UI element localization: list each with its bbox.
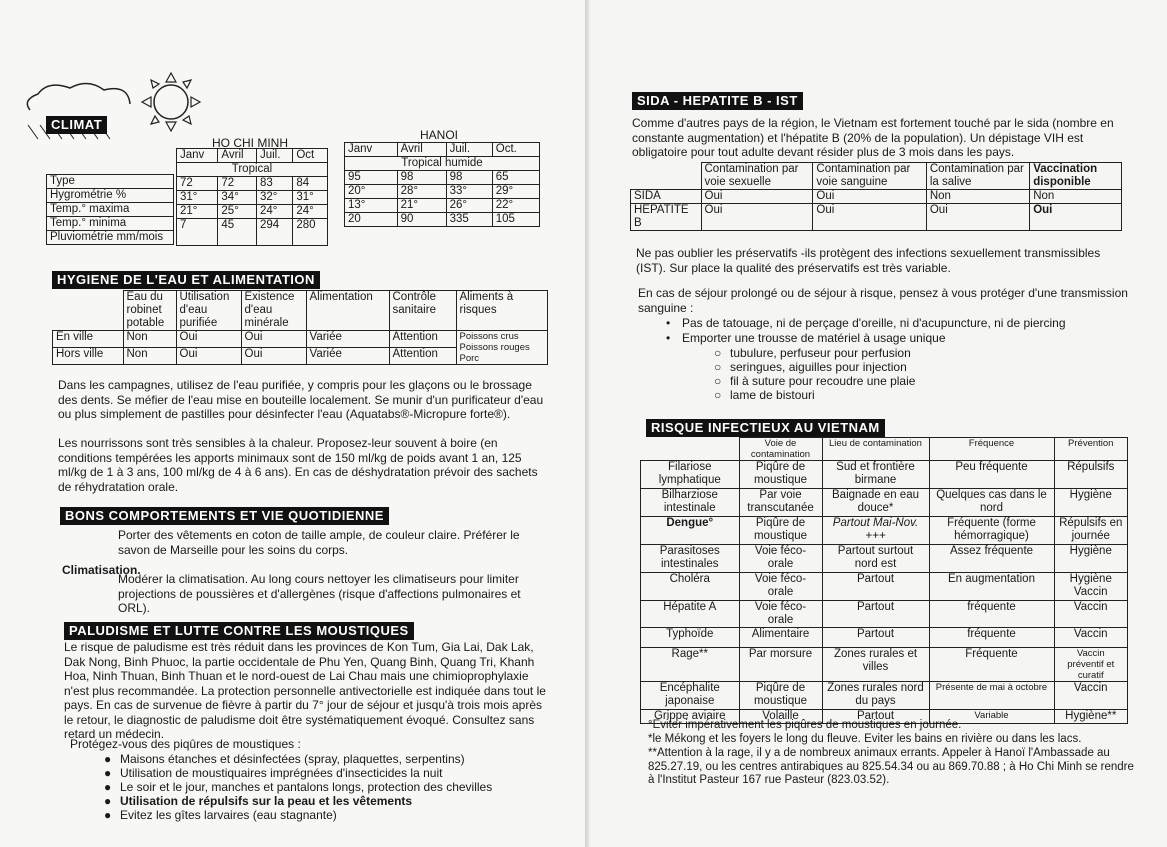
risque-note: **Attention à la rage, il y a de nombreux animaux errants. Appeler à Hanoï l'Ambassade au 825.27.19, ou les centres antirabiques au 825.54.34 ou au 869.70.88 ; à Ho Chi Minh se rendre à l'Institut Pasteur 167 rue Pasteur (823.03.52). — [648, 747, 1134, 786]
palu-protect: Protégez-vous des piqûres de moustiques : — [70, 737, 301, 751]
palu-item — [104, 752, 465, 766]
sida-cell: Non — [1030, 190, 1122, 204]
hygiene-col: Aliments à risques — [456, 291, 548, 331]
risque-cell: Voie féco-orale — [739, 573, 822, 601]
risque-col: Prévention — [1054, 438, 1128, 461]
sida-item — [666, 331, 946, 345]
hcm-table — [176, 148, 328, 246]
risque-col: Lieu de contamination — [822, 438, 929, 461]
risque-cell: Répulsifs en journée — [1054, 517, 1128, 545]
risque-disease: Grippe aviaire — [641, 710, 740, 724]
hanoi-cell: 20° — [345, 185, 398, 199]
risque-cell: Sud et frontière birmane — [822, 461, 929, 489]
sida-table — [630, 162, 1122, 231]
risque-cell: Alimentaire — [739, 628, 822, 648]
sida-col: Contamination par voie sexuelle — [701, 163, 813, 190]
risque-cell: Fréquente — [929, 648, 1054, 682]
risque-cell: Hygiène — [1054, 489, 1128, 517]
climat-label: Temp.° minima — [47, 217, 174, 231]
sida-cell: Oui — [701, 204, 813, 231]
sida-subitem — [714, 388, 815, 402]
hcm-city: HO CHI MINH — [212, 136, 288, 150]
hygiene-cell: Oui — [176, 331, 241, 348]
hcm-cell: 72 — [177, 177, 218, 191]
hanoi-cell: 95 — [345, 171, 398, 185]
risque-cell: Hygiène — [1054, 545, 1128, 573]
hygiene-corner — [53, 291, 124, 331]
hcm-month: Avril — [218, 149, 257, 163]
hcm-cell: 83 — [256, 177, 292, 191]
hcm-cell: 32° — [256, 191, 292, 205]
risque-cell: Voie féco-orale — [739, 545, 822, 573]
risque-disease: Bilharziose intestinale — [641, 489, 740, 517]
sida-item — [666, 316, 1066, 330]
sida-cell: Oui — [813, 190, 926, 204]
hygiene-risk-foods: Poissons crus Poissons rouges Porc — [456, 331, 548, 365]
hcm-cell: 84 — [293, 177, 328, 191]
risque-cell: Volaille — [739, 710, 822, 724]
hanoi-type: Tropical humide — [345, 157, 540, 171]
hygiene-table — [52, 290, 548, 365]
risque-cell: Partout — [822, 628, 929, 648]
hcm-month: Oct — [293, 149, 328, 163]
risque-cell: Partout — [822, 573, 929, 601]
hanoi-cell: 98 — [397, 171, 446, 185]
sida-cell: Oui — [813, 204, 926, 231]
sida-subitem-text: lame de bistouri — [730, 388, 815, 402]
hanoi-cell: 105 — [492, 213, 539, 227]
hygiene-cell: Oui — [176, 348, 241, 365]
palu-item — [104, 780, 492, 794]
hanoi-cell: 29° — [492, 185, 539, 199]
sida-col: Vaccination disponible — [1030, 163, 1122, 190]
risque-disease: Parasitoses intestinales — [641, 545, 740, 573]
risque-col: Voie de contamination — [739, 438, 822, 461]
hanoi-cell: 13° — [345, 199, 398, 213]
risque-cell: fréquente — [929, 601, 1054, 628]
circle-bullet-icon: ○ — [714, 374, 722, 388]
hcm-cell: 31° — [177, 191, 218, 205]
hygiene-cell: Variée — [306, 331, 389, 348]
hygiene-cell: Attention — [389, 348, 456, 365]
palu-item — [104, 808, 337, 822]
hanoi-month: Oct. — [492, 143, 539, 157]
risque-cell: Quelques cas dans le nord — [929, 489, 1054, 517]
risque-cell: Partout surtout nord est — [822, 545, 929, 573]
hanoi-month: Avril — [397, 143, 446, 157]
risque-header: RISQUE INFECTIEUX AU VIETNAM — [646, 419, 885, 437]
risque-cell: Hygiène Vaccin — [1054, 573, 1128, 601]
risque-cell: Répulsifs — [1054, 461, 1128, 489]
hanoi-month: Juil. — [446, 143, 492, 157]
clim-label: Climatisation. — [62, 563, 141, 577]
sida-row-label: SIDA — [631, 190, 702, 204]
clim-text: Modérer la climatisation. Au long cours nettoyer les climatiseurs pour limiter projections de poussières et d'allergènes (risque d'affections pulmonaires et ORL). — [118, 572, 521, 615]
risque-disease: Choléra — [641, 573, 740, 601]
risque-disease: Typhoïde — [641, 628, 740, 648]
hanoi-cell: 65 — [492, 171, 539, 185]
bullet-icon: ● — [104, 808, 112, 822]
bullet-icon: • — [666, 331, 671, 345]
hygiene-cell: Oui — [241, 348, 306, 365]
risque-cell: Vaccin — [1054, 628, 1128, 648]
hygiene-cell: Attention — [389, 331, 456, 348]
risque-cell: Piqûre de moustique — [739, 682, 822, 710]
risque-cell: Hygiène** — [1054, 710, 1128, 724]
hcm-cell: 72 — [218, 177, 257, 191]
hygiene-col: Contrôle sanitaire — [389, 291, 456, 331]
hanoi-month: Janv — [345, 143, 398, 157]
bullet-icon: • — [666, 316, 671, 330]
hcm-cell: 24° — [293, 205, 328, 219]
hygiene-cell: Variée — [306, 348, 389, 365]
risque-table — [640, 437, 1128, 724]
hygiene-row-label: Hors ville — [53, 348, 124, 365]
bons-para: Porter des vêtements en coton de taille ample, de couleur claire. Préférer le savon de Marseille pour les soins du corps. — [118, 528, 520, 557]
hcm-cell: 45 — [218, 219, 257, 246]
sida-item-text: Emporter une trousse de matériel à usage unique — [682, 331, 946, 345]
hygiene-col: Eau du robinet potable — [123, 291, 176, 331]
hanoi-cell: 22° — [492, 199, 539, 213]
bullet-icon: ● — [104, 752, 112, 766]
risque-cell: Vaccin préventif et curatif — [1054, 648, 1128, 682]
risque-note: °Eviter impérativement les piqûres de moustiques en journée. — [648, 719, 962, 731]
sida-col: Contamination par voie sanguine — [813, 163, 926, 190]
palu-item-text: Evitez les gîtes larvaires (eau stagnante) — [120, 808, 337, 822]
sida-cell: Non — [926, 190, 1029, 204]
circle-bullet-icon: ○ — [714, 388, 722, 402]
hygiene-col: Alimentation — [306, 291, 389, 331]
sida-subitem-text: tubulure, perfuseur pour perfusion — [730, 346, 911, 360]
palu-item — [104, 794, 412, 808]
hcm-cell: 25° — [218, 205, 257, 219]
sida-subitem-text: fil à suture pour recoudre une plaie — [730, 374, 916, 388]
bullet-icon: ● — [104, 794, 112, 808]
hygiene-header: HYGIENE DE L'EAU ET ALIMENTATION — [52, 271, 320, 289]
risque-cell: Vaccin — [1054, 601, 1128, 628]
hanoi-cell: 28° — [397, 185, 446, 199]
hygiene-cell: Non — [123, 348, 176, 365]
hcm-cell: 280 — [293, 219, 328, 246]
bullet-icon: ● — [104, 780, 112, 794]
risque-cell: Piqûre de moustique — [739, 461, 822, 489]
climat-label: Pluviométrie mm/mois — [47, 231, 174, 245]
sida-subitem — [714, 374, 915, 388]
sida-cell: Oui — [926, 204, 1029, 231]
risque-cell: Voie féco-orale — [739, 601, 822, 628]
risque-disease: Rage** — [641, 648, 740, 682]
hcm-type: Tropical — [177, 163, 328, 177]
palu-item-text: Maisons étanches et désinfectées (spray, plaquettes, serpentins) — [120, 752, 465, 766]
hcm-cell: 31° — [293, 191, 328, 205]
sida-row-label: HEPATITE B — [631, 204, 702, 231]
circle-bullet-icon: ○ — [714, 360, 722, 374]
climat-header: CLIMAT — [46, 116, 107, 134]
hygiene-para2: Les nourrissons sont très sensibles à la chaleur. Proposez-leur souvent à boire (en conditions tempérées les apports minimaux sont de 150 ml/kg de poids avant 1 an, 125 ml/kg de 1 à 3 ans, 100 ml/kg de 4 à 6 ans). En cas de déshydratation prévoir des sachets de réhydratation orale. — [58, 436, 538, 494]
sida-cell: Oui — [701, 190, 813, 204]
hanoi-city: HANOI — [420, 128, 459, 142]
sida-para3: En cas de séjour prolongé ou de séjour à risque, pensez à vous protéger d'une transmission sanguine : — [638, 286, 1128, 315]
hcm-month: Juil. — [256, 149, 292, 163]
hygiene-cell: Non — [123, 331, 176, 348]
risque-cell: En augmentation — [929, 573, 1054, 601]
risque-cell: Partout — [822, 601, 929, 628]
hanoi-table — [344, 142, 540, 227]
hanoi-cell: 98 — [446, 171, 492, 185]
risque-cell: Baignade en eau douce* — [822, 489, 929, 517]
hcm-cell: 294 — [256, 219, 292, 246]
hanoi-cell: 26° — [446, 199, 492, 213]
risque-cell: Zones rurales et villes — [822, 648, 929, 682]
hcm-cell: 34° — [218, 191, 257, 205]
risque-cell: Par voie transcutanée — [739, 489, 822, 517]
bullet-icon: ● — [104, 766, 112, 780]
hcm-cell: 21° — [177, 205, 218, 219]
risque-cell: Piqûre de moustique — [739, 517, 822, 545]
hygiene-col: Utilisation d'eau purifiée — [176, 291, 241, 331]
risque-disease: Hépatite A — [641, 601, 740, 628]
sida-para: Comme d'autres pays de la région, le Vietnam est fortement touché par le sida (nombre en constante augmentation) et l'hépatite B (20% de la population). Un dépistage VIH est obligatoire pour tout adulte devant résider plus de 3 mois dans les pays. — [632, 116, 1114, 159]
risque-cell: Peu fréquente — [929, 461, 1054, 489]
sida-para2: Ne pas oublier les préservatifs -ils protègent des infections sexuellement transmissibles (IST). Sur place la qualité des préservatifs est très variable. — [636, 246, 1101, 275]
risque-disease: Dengue° — [641, 517, 740, 545]
palu-item-text: Utilisation de répulsifs sur la peau et les vêtements — [120, 794, 413, 808]
climat-label: Type — [47, 175, 174, 189]
risque-cell: Partout — [822, 710, 929, 724]
palu-item-text: Le soir et le jour, manches et pantalons longs, protection des chevilles — [120, 780, 493, 794]
sida-cell: Oui — [1030, 204, 1122, 231]
climat-label: Temp.° maxima — [47, 203, 174, 217]
risque-cell: Zones rurales nord du pays — [822, 682, 929, 710]
hygiene-cell: Oui — [241, 331, 306, 348]
palu-item-text: Utilisation de moustiquaires imprégnées d'insecticides la nuit — [120, 766, 443, 780]
sida-header: SIDA - HEPATITE B - IST — [632, 92, 803, 110]
risque-cell: Présente de mai à octobre — [929, 682, 1054, 710]
bons-header: BONS COMPORTEMENTS ET VIE QUOTIDIENNE — [60, 507, 389, 525]
risque-cell: Par morsure — [739, 648, 822, 682]
risque-corner — [641, 438, 740, 461]
risque-cell: Vaccin — [1054, 682, 1128, 710]
palu-para: Le risque de paludisme est très réduit dans les provinces de Kon Tum, Gia Lai, Dak Lak, Dak Nong, Binh Phuoc, la partie occidentale de Phu Yen, Quang Binh, Quang Tri, Khanh Hoa, Ninh Thuan, Binh Thuan et le nord-ouest de Lai Chau mais une chimioprophylaxie n'est plus recommandée. La protection personnelle antivectorielle est indiquée dans tout le pays. En cas de survenue de fièvre à partir du 7° jour de séjour et jusqu'à trois mois après le retour, le diagnostic de paludisme doit être systématiquement évoqué. Consultez sans retard un médecin. — [64, 640, 546, 741]
circle-bullet-icon: ○ — [714, 346, 722, 360]
right-page — [590, 0, 1167, 847]
hanoi-cell: 90 — [397, 213, 446, 227]
risque-cell: Assez fréquente — [929, 545, 1054, 573]
hygiene-para: Dans les campagnes, utilisez de l'eau purifiée, y compris pour les glaçons ou le brossage des dents. Se méfier de l'eau mise en bouteille localement. Se munir d'un purificateur d'eau ou plus simplement de pastilles pour désinfecter l'eau (Aquatabs®-Micropure forte®). — [58, 378, 544, 421]
palu-header: PALUDISME ET LUTTE CONTRE LES MOUSTIQUES — [64, 622, 414, 640]
risque-disease: Encéphalite japonaise — [641, 682, 740, 710]
risque-disease: Filariose lymphatique — [641, 461, 740, 489]
sida-subitem — [714, 360, 907, 374]
hcm-cell: 7 — [177, 219, 218, 246]
climat-labels — [46, 174, 174, 245]
risque-cell: fréquente — [929, 628, 1054, 648]
hanoi-cell: 21° — [397, 199, 446, 213]
risque-cell: Variable — [929, 710, 1054, 724]
risque-note: *le Mékong et les foyers le long du fleuve. Eviter les bains en rivière ou dans les lacs. — [648, 733, 1082, 745]
sida-corner — [631, 163, 702, 190]
hanoi-cell: 20 — [345, 213, 398, 227]
sida-item-text: Pas de tatouage, ni de perçage d'oreille, ni d'acupuncture, ni de piercing — [682, 316, 1066, 330]
risque-cell: Fréquente (forme hémorragique) — [929, 517, 1054, 545]
palu-item — [104, 766, 442, 780]
sida-subitem-text: seringues, aiguilles pour injection — [730, 360, 907, 374]
sida-subitem — [714, 346, 911, 360]
risque-col: Fréquence — [929, 438, 1054, 461]
climat-label: Hygrométrie % — [47, 189, 174, 203]
hanoi-cell: 335 — [446, 213, 492, 227]
hygiene-col: Existence d'eau minérale — [241, 291, 306, 331]
risque-cell: Partout Mai-Nov. +++ — [822, 517, 929, 545]
hcm-month: Janv — [177, 149, 218, 163]
hygiene-row-label: En ville — [53, 331, 124, 348]
hanoi-cell: 33° — [446, 185, 492, 199]
hcm-cell: 24° — [256, 205, 292, 219]
sida-col: Contamination par la salive — [926, 163, 1029, 190]
